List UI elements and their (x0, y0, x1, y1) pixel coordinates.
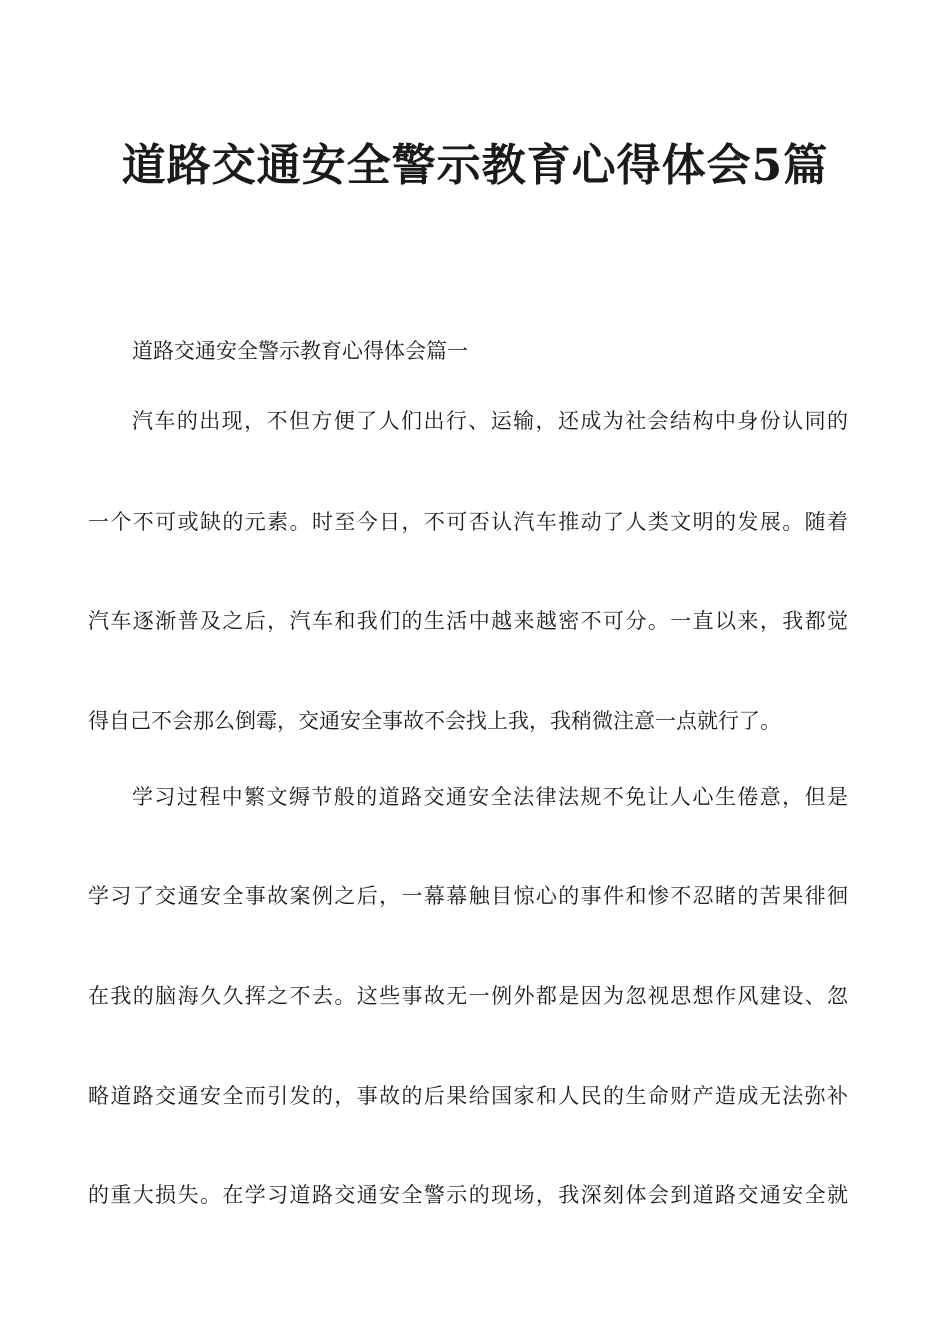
paragraph-2-line-4: 略道路交通安全而引发的，事故的后果给国家和人民的生命财产造成无法弥补 (88, 1084, 848, 1108)
document-title: 道路交通安全警示教育心得体会5篇 (121, 140, 829, 191)
paragraph-2-line-1: 学习过程中繁文缛节般的道路交通安全法律法规不免让人心生倦意，但是 (132, 785, 848, 809)
section-heading: 道路交通安全警示教育心得体会篇一 (132, 339, 468, 363)
paragraph-1-line-4: 得自己不会那么倒霉，交通安全事故不会找上我，我稍微注意一点就行了。 (88, 709, 781, 733)
paragraph-1-line-3: 汽车逐渐普及之后，汽车和我们的生活中越来越密不可分。一直以来，我都觉 (88, 609, 848, 633)
paragraph-1-line-1: 汽车的出现，不但方便了人们出行、运输，还成为社会结构中身份认同的 (132, 409, 848, 433)
paragraph-2-line-2: 学习了交通安全事故案例之后，一幕幕触目惊心的事件和惨不忍睹的苦果徘徊 (88, 884, 848, 908)
paragraph-2-line-3: 在我的脑海久久挥之不去。这些事故无一例外都是因为忽视思想作风建设、忽 (88, 984, 848, 1008)
paragraph-1-line-2: 一个不可或缺的元素。时至今日，不可否认汽车推动了人类文明的发展。随着 (88, 510, 848, 534)
paragraph-2-line-5: 的重大损失。在学习道路交通安全警示的现场，我深刻体会到道路交通安全就 (88, 1183, 848, 1207)
